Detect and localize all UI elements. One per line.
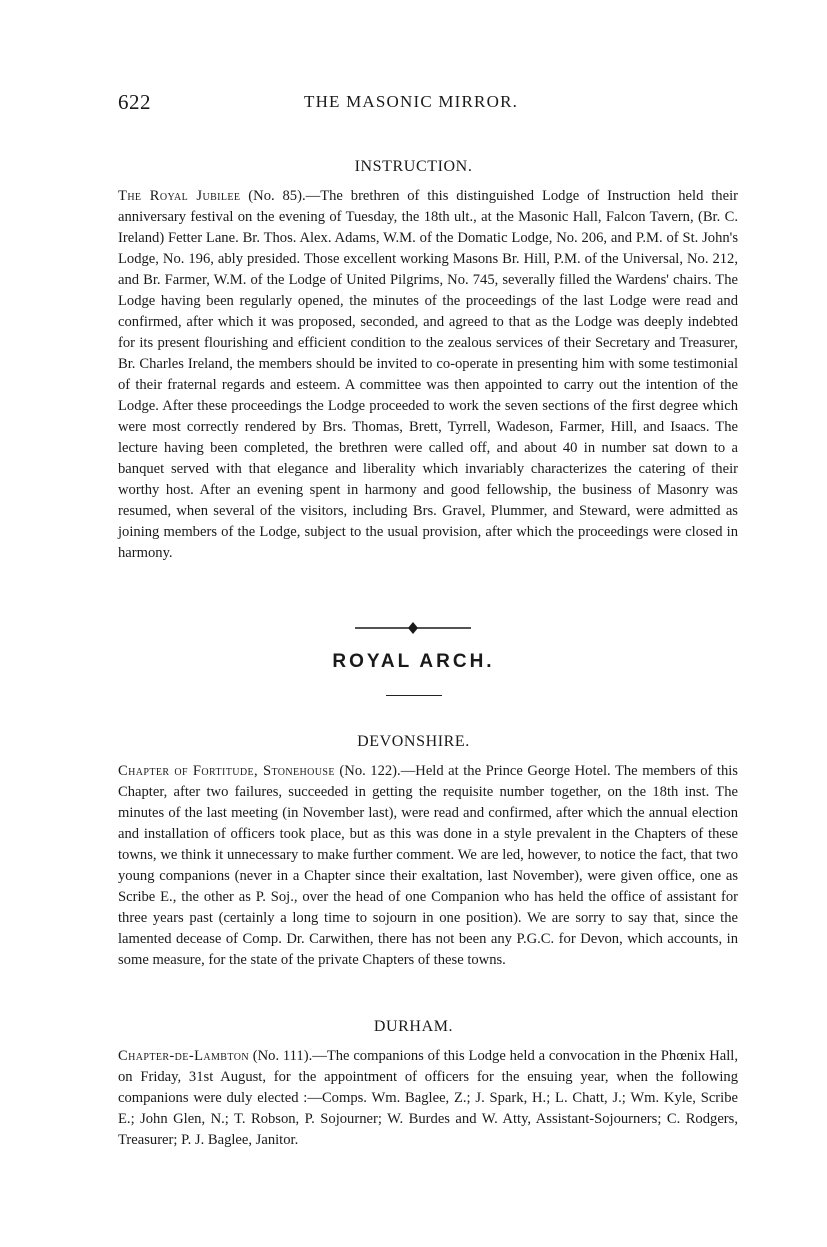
page-number: 622 [118,90,151,114]
devonshire-paragraph [118,761,738,971]
durham-paragraph [118,1046,738,1151]
heading-underline-rule [386,695,442,696]
durham-text: (No. 111).—The companions of this Lodge held a convocation in the Phœnix Hall, on Friday, 31st August, for the appointment of officers for the ensuing year, when the following companions were duly elected :—Comps. Wm. Baglee, Z.; J. Spark, H.; L. Chatt, J.; Wm. Kyle, Scribe E.; John Glen, N.; T. Robson, P. Sojourner; W. Burdes and W. Atty, Assistant-Sojourners; C. Rodgers, Treasurer; P. J. Baglee, Janitor. [118,1048,738,1148]
durham-lead: Chapter-de-Lambton [118,1048,249,1064]
section-divider-ornament [355,622,471,634]
devonshire-heading: DEVONSHIRE. [357,733,470,750]
instruction-paragraph [118,186,738,564]
devonshire-text: (No. 122).—Held at the Prince George Hotel. The members of this Chapter, after two failures, succeeded in getting the requisite number together, on the 18th inst. The minutes of the last meeting (in November last), were read and confirmed, after which the annual election and installation of officers took place, but as this was done in a style prevalent in the Chapters of these towns, we think it unnecessary to make further comment. We are led, however, to notice the fact, that two young companions (never in a Chapter since their exaltation, last November), were given office, one as Scribe E., the other as P. Soj., over the head of one Companion who has held the office of assistant for three years past (certainly a long time to sojourn in one position). We are sorry to say that, since the lamented decease of Comp. Dr. Carwithen, there has not been any P.G.C. for Devon, which accounts, in some measure, for the state of the private Chapters of these towns. [118,763,738,968]
instruction-text: (No. 85).—The brethren of this distinguished Lodge of Instruction held their anniversary festival on the evening of Tuesday, the 18th ult., at the Masonic Hall, Falcon Tavern, (Br. C. Ireland) Fetter Lane. Br. Thos. Alex. Adams, W.M. of the Domatic Lodge, No. 206, and P.M. of St. John's Lodge, No. 196, ably presided. Those excellent working Masons Br. Hill, P.M. of the Universal, No. 212, and Br. Farmer, W.M. of the Lodge of United Pilgrims, No. 745, severally filled the Wardens' chairs. The Lodge having been regularly opened, the minutes of the proceedings of the last Lodge were read and confirmed, after which it was proposed, seconded, and agreed to that as the Lodge was deeply indebted for its present flourishing and efficient condition to the zealous services of their Secretary and Treasurer, Br. Charles Ireland, the members should be invited to co-operate in presenting him with some testimonial of their fraternal regards and esteem. A committee was then appointed to carry out the intention of the Lodge. After these proceedings the Lodge proceeded to work the seven sections of the first degree which were most correctly rendered by Brs. Thomas, Brett, Tyrrell, Wadeson, Farmer, Hill, and Isaacs. The lecture having been completed, the brethren were called off, and about 40 in number sat down to a banquet served with that elegance and liberality which invariably characterizes the catering of their worthy host. After an evening spent in harmony and good fellowship, the business of Masonry was resumed, when several of the visitors, including Brs. Gravel, Plummer, and Steward, were admitted as joining members of the Lodge, subject to the usual provision, after which the proceedings were closed in harmony. [118,188,738,561]
instruction-lead: The Royal Jubilee [118,188,241,204]
page-header [118,90,738,116]
running-title: THE MASONIC MIRROR. [304,92,519,111]
devonshire-lead: Chapter of Fortitude, Stonehouse [118,763,335,779]
royal-arch-heading: ROYAL ARCH. [332,651,495,672]
durham-heading: DURHAM. [373,1018,454,1035]
instruction-heading: INSTRUCTION. [354,158,473,175]
